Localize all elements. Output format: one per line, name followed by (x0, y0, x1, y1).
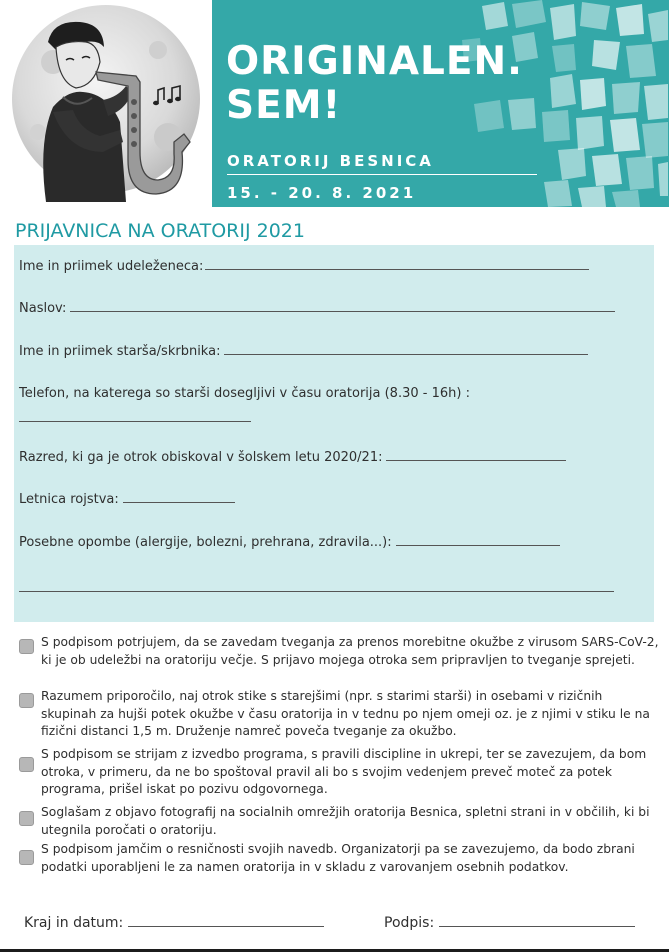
phone-input-line[interactable] (19, 421, 251, 422)
parent-name-label: Ime in priimek starša/skrbnika: (19, 344, 221, 359)
signature-field[interactable] (384, 913, 635, 932)
consent-text: Soglašam z objavo fotografij na socialnih omrežjih oratorija Besnica, spletni strani in v občilih, ki bi utegnila poročati o oratoriju. (41, 805, 650, 837)
participant-name-label: Ime in priimek udeleženeca: (19, 259, 204, 274)
consent-text: Razumem priporočilo, naj otrok stike s starejšimi (npr. s starimi starši) in osebami v rizičnih skupinah za hujši potek okužbe v času oratorija in v tednu po njem omeji oz. je z njimi v stiku le na fizični distanci 1,5 m. Druženje namreč poveča tveganje za okužbo. (41, 689, 650, 738)
banner-title (226, 40, 523, 128)
banner-dates: 15. - 20. 8. 2021 (227, 184, 417, 202)
place-date-input-line[interactable] (128, 913, 324, 927)
birth-year-field[interactable] (19, 491, 235, 508)
banner-divider (227, 174, 537, 175)
banner-subtitle: ORATORIJ BESNICA (227, 152, 434, 170)
notes-input-line[interactable] (396, 534, 560, 546)
consent-text: S podpisom potrjujem, da se zavedam tveganja za prenos morebitne okužbe z virusom SARS-CoV-2, ki je ob udeležbi na oratoriju večje. S prijavo mojega otroka sem pripravljen to tveganje sprejeti. (41, 635, 659, 667)
school-grade-field[interactable] (19, 449, 566, 466)
banner-title-line-1: ORIGINALEN. (226, 39, 523, 84)
notes-label: Posebne opombe (alergije, bolezni, prehrana, zdravila...): (19, 535, 392, 550)
parent-name-field[interactable] (19, 343, 588, 360)
address-input-line[interactable] (70, 300, 615, 312)
consent-checkbox[interactable] (19, 757, 34, 772)
school-grade-input-line[interactable] (386, 449, 566, 461)
birth-year-label: Letnica rojstva: (19, 492, 119, 507)
address-field[interactable] (19, 300, 615, 317)
signature-label: Podpis: (384, 915, 435, 931)
event-banner (212, 0, 669, 207)
signature-input-line[interactable] (439, 913, 635, 927)
consent-text: S podpisom se strijam z izvedbo programa, s pravili discipline in ukrepi, ter se zavezujem, da bom otroka, v primeru, da ne bo spoštoval pravil ali bo s svojim vedenjem preveč moteč za potek programa, prišel iskat po pozivu odgovornega. (41, 747, 647, 796)
notes-field[interactable] (19, 534, 560, 551)
school-grade-label: Razred, ki ga je otrok obiskoval v šolskem letu 2020/21: (19, 450, 383, 465)
notes-input-line-2[interactable] (19, 591, 614, 592)
saxophone-player-illustration (8, 2, 203, 202)
consent-checkbox[interactable] (19, 693, 34, 708)
consent-checkbox[interactable] (19, 811, 34, 826)
form-title: PRIJAVNICA NA ORATORIJ 2021 (15, 220, 305, 242)
phone-label: Telefon, na katerega so starši dosegljivi v času oratorija (8.30 - 16h) : (19, 386, 470, 401)
birth-year-input-line[interactable] (123, 491, 235, 503)
consent-checkbox[interactable] (19, 639, 34, 654)
banner-title-line-2: SEM! (226, 83, 342, 128)
place-date-field[interactable] (24, 913, 324, 932)
consent-checkbox[interactable] (19, 850, 34, 865)
parent-name-input-line[interactable] (224, 343, 588, 355)
address-label: Naslov: (19, 301, 67, 316)
consent-text: S podpisom jamčim o resničnosti svojih navedb. Organizatorji pa se zavezujemo, da bodo zbrani podatki uporabljeni le za namen oratorija in v skladu z varovanjem osebnih podatkov. (41, 842, 635, 874)
place-date-label: Kraj in datum: (24, 915, 124, 931)
participant-name-input-line[interactable] (205, 258, 589, 270)
participant-name-field[interactable] (19, 258, 589, 275)
phone-field (19, 386, 470, 402)
